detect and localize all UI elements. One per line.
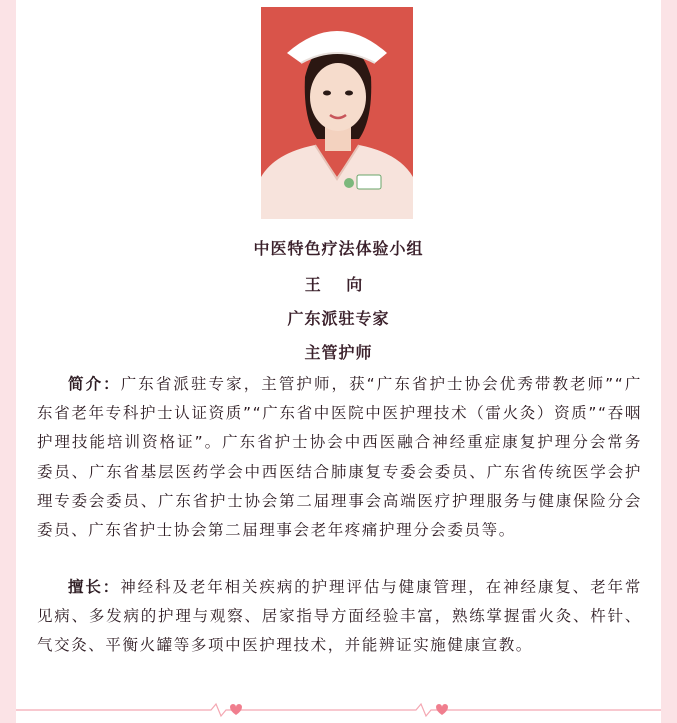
group-title: 中医特色疗法体验小组 bbox=[253, 239, 424, 258]
person-position: 主管护师 bbox=[304, 343, 373, 362]
profile-card bbox=[16, 0, 661, 723]
intro-text: 广东省派驻专家，主管护师，获“广东省护士协会优秀带教老师”“广东省老年专科护士认证资质”“广东省中医院中医护理技术（雷火灸）资质”“吞咽护理技能培训资格证”。广东省护士协会中西医融合神经重症康复护理分会常务委员、广东省基层医药学会中西医结合肺康复专委会委员、广东省传统医学会护理专委会委员、广东省护士协会第二届理事会高端医疗护理服务与健康保险分会委员、广东省护士协会第二届理事会老年疼痛护理分会委员等。 bbox=[37, 375, 642, 540]
heartbeat-divider bbox=[16, 700, 661, 720]
portrait-illustration bbox=[261, 7, 413, 219]
intro-paragraph bbox=[37, 370, 642, 545]
heart-icon bbox=[230, 704, 242, 715]
expertise-text: 神经科及老年相关疾病的护理评估与健康管理，在神经康复、老年常见病、多发病的护理与观察、居家指导方面经验丰富，熟练掌握雷火灸、杵针、气交灸、平衡火罐等多项中医护理技术，并能辨证实施健康宣教。 bbox=[37, 578, 642, 655]
person-role: 广东派驻专家 bbox=[287, 309, 390, 328]
heartbeat-line bbox=[16, 704, 661, 716]
intro-label: 简介： bbox=[68, 375, 121, 393]
expertise-paragraph bbox=[37, 573, 642, 661]
person-name: 王 向 bbox=[304, 275, 373, 294]
expertise-label: 擅长： bbox=[68, 578, 121, 596]
heart-icon bbox=[436, 704, 448, 715]
nurse-portrait-photo bbox=[261, 7, 413, 219]
